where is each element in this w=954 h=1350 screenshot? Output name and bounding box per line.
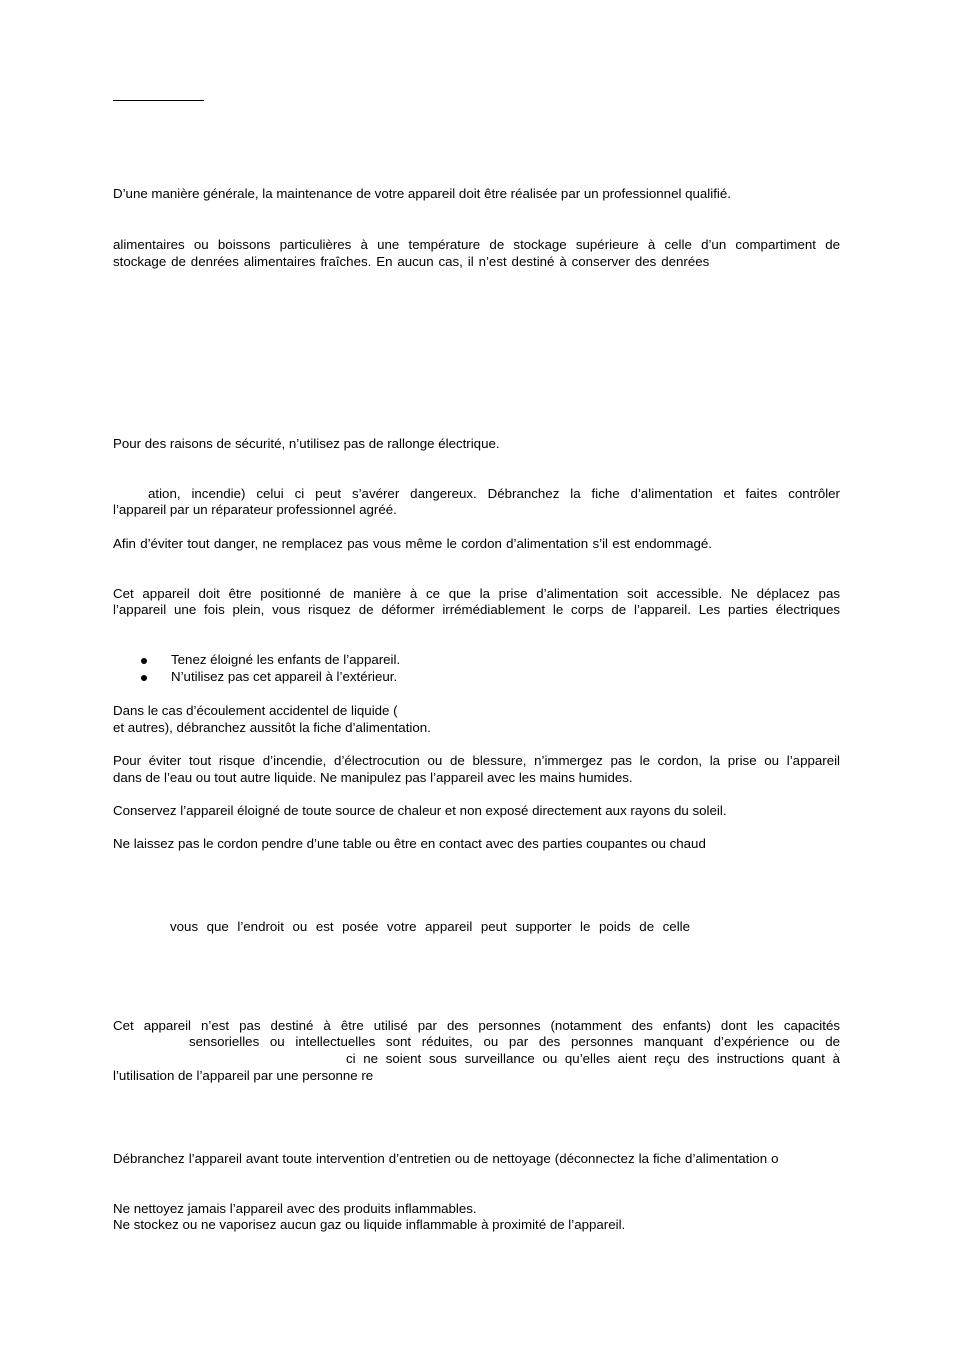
paragraph-maintenance: D’une manière générale, la maintenance de votre appareil doit être réalisée par un professionnel qualifié. xyxy=(113,186,731,201)
paragraph-flammable-line-2: Ne stockez ou ne vaporisez aucun gaz ou liquide inflammable à proximité de l’appareil. xyxy=(113,1217,626,1232)
paragraph-danger-line-2: l’appareil par un réparateur professionnel agréé. xyxy=(113,502,397,517)
paragraph-positioning-line-1: Cet appareil doit être positionné de manière à ce que la prise d’alimentation soit accessible. Ne déplacez pas xyxy=(113,586,840,601)
list-item: Tenez éloigné les enfants de l’appareil. xyxy=(171,652,401,667)
paragraph-power-cord: Afin d’éviter tout danger, ne remplacez pas vous même le cordon d’alimentation s’il est endommagé. xyxy=(113,536,712,551)
paragraph-cord-hanging: Ne laissez pas le cordon pendre d’une table ou être en contact avec des parties coupantes ou chaud xyxy=(113,836,706,851)
paragraph-positioning-line-2: l’appareil une fois plein, vous risquez de déformer irrémédiablement le corps de l’appareil. Les parties électriques xyxy=(113,602,840,617)
bullet-icon xyxy=(141,675,147,681)
paragraph-persons-line-1: Cet appareil n’est pas destiné à être utilisé par des personnes (notamment des enfants) dont les capacités xyxy=(113,1018,840,1033)
paragraph-storage-line-1: alimentaires ou boissons particulières à une température de stockage supérieure à celle d’un compartiment de xyxy=(113,237,840,252)
paragraph-heat-source: Conservez l’appareil éloigné de toute source de chaleur et non exposé directement aux rayons du soleil. xyxy=(113,803,727,818)
paragraph-flammable-line-1: Ne nettoyez jamais l’appareil avec des produits inflammables. xyxy=(113,1201,477,1216)
paragraph-persons-line-4: l’utilisation de l’appareil par une personne re xyxy=(113,1068,374,1083)
paragraph-weight: vous que l’endroit ou est posée votre appareil peut supporter le poids de celle xyxy=(170,919,690,934)
paragraph-persons-line-3: ci ne soient sous surveillance ou qu’elles aient reçu des instructions quant à xyxy=(346,1051,840,1066)
paragraph-immersion-line-1: Pour éviter tout risque d’incendie, d’électrocution ou de blessure, n’immergez pas le cordon, la prise ou l’appareil xyxy=(113,753,840,768)
paragraph-persons-line-2: sensorielles ou intellectuelles sont réduites, ou par des personnes manquant d’expérience ou de xyxy=(189,1034,840,1049)
paragraph-liquid-line-2: et autres), débranchez aussitôt la fiche d’alimentation. xyxy=(113,720,431,735)
paragraph-liquid-line-1: Dans le cas d’écoulement accidentel de liquide ( xyxy=(113,703,398,718)
paragraph-storage-line-2: stockage de denrées alimentaires fraîches. En aucun cas, il n’est destiné à conserver des denrées xyxy=(113,254,710,269)
paragraph-extension-cord: Pour des raisons de sécurité, n’utilisez pas de rallonge électrique. xyxy=(113,436,500,451)
bullet-icon xyxy=(141,658,147,664)
paragraph-danger-line-1: ation, incendie) celui ci peut s’avérer dangereux. Débranchez la fiche d’alimentation et faites contrôler xyxy=(148,486,840,501)
paragraph-unplug: Débranchez l’appareil avant toute intervention d’entretien ou de nettoyage (déconnectez la fiche d’alimentation o xyxy=(113,1151,779,1166)
heading-underline xyxy=(113,100,204,101)
paragraph-immersion-line-2: dans de l’eau ou tout autre liquide. Ne manipulez pas l’appareil avec les mains humides. xyxy=(113,770,633,785)
list-item: N’utilisez pas cet appareil à l’extérieur. xyxy=(171,669,398,684)
